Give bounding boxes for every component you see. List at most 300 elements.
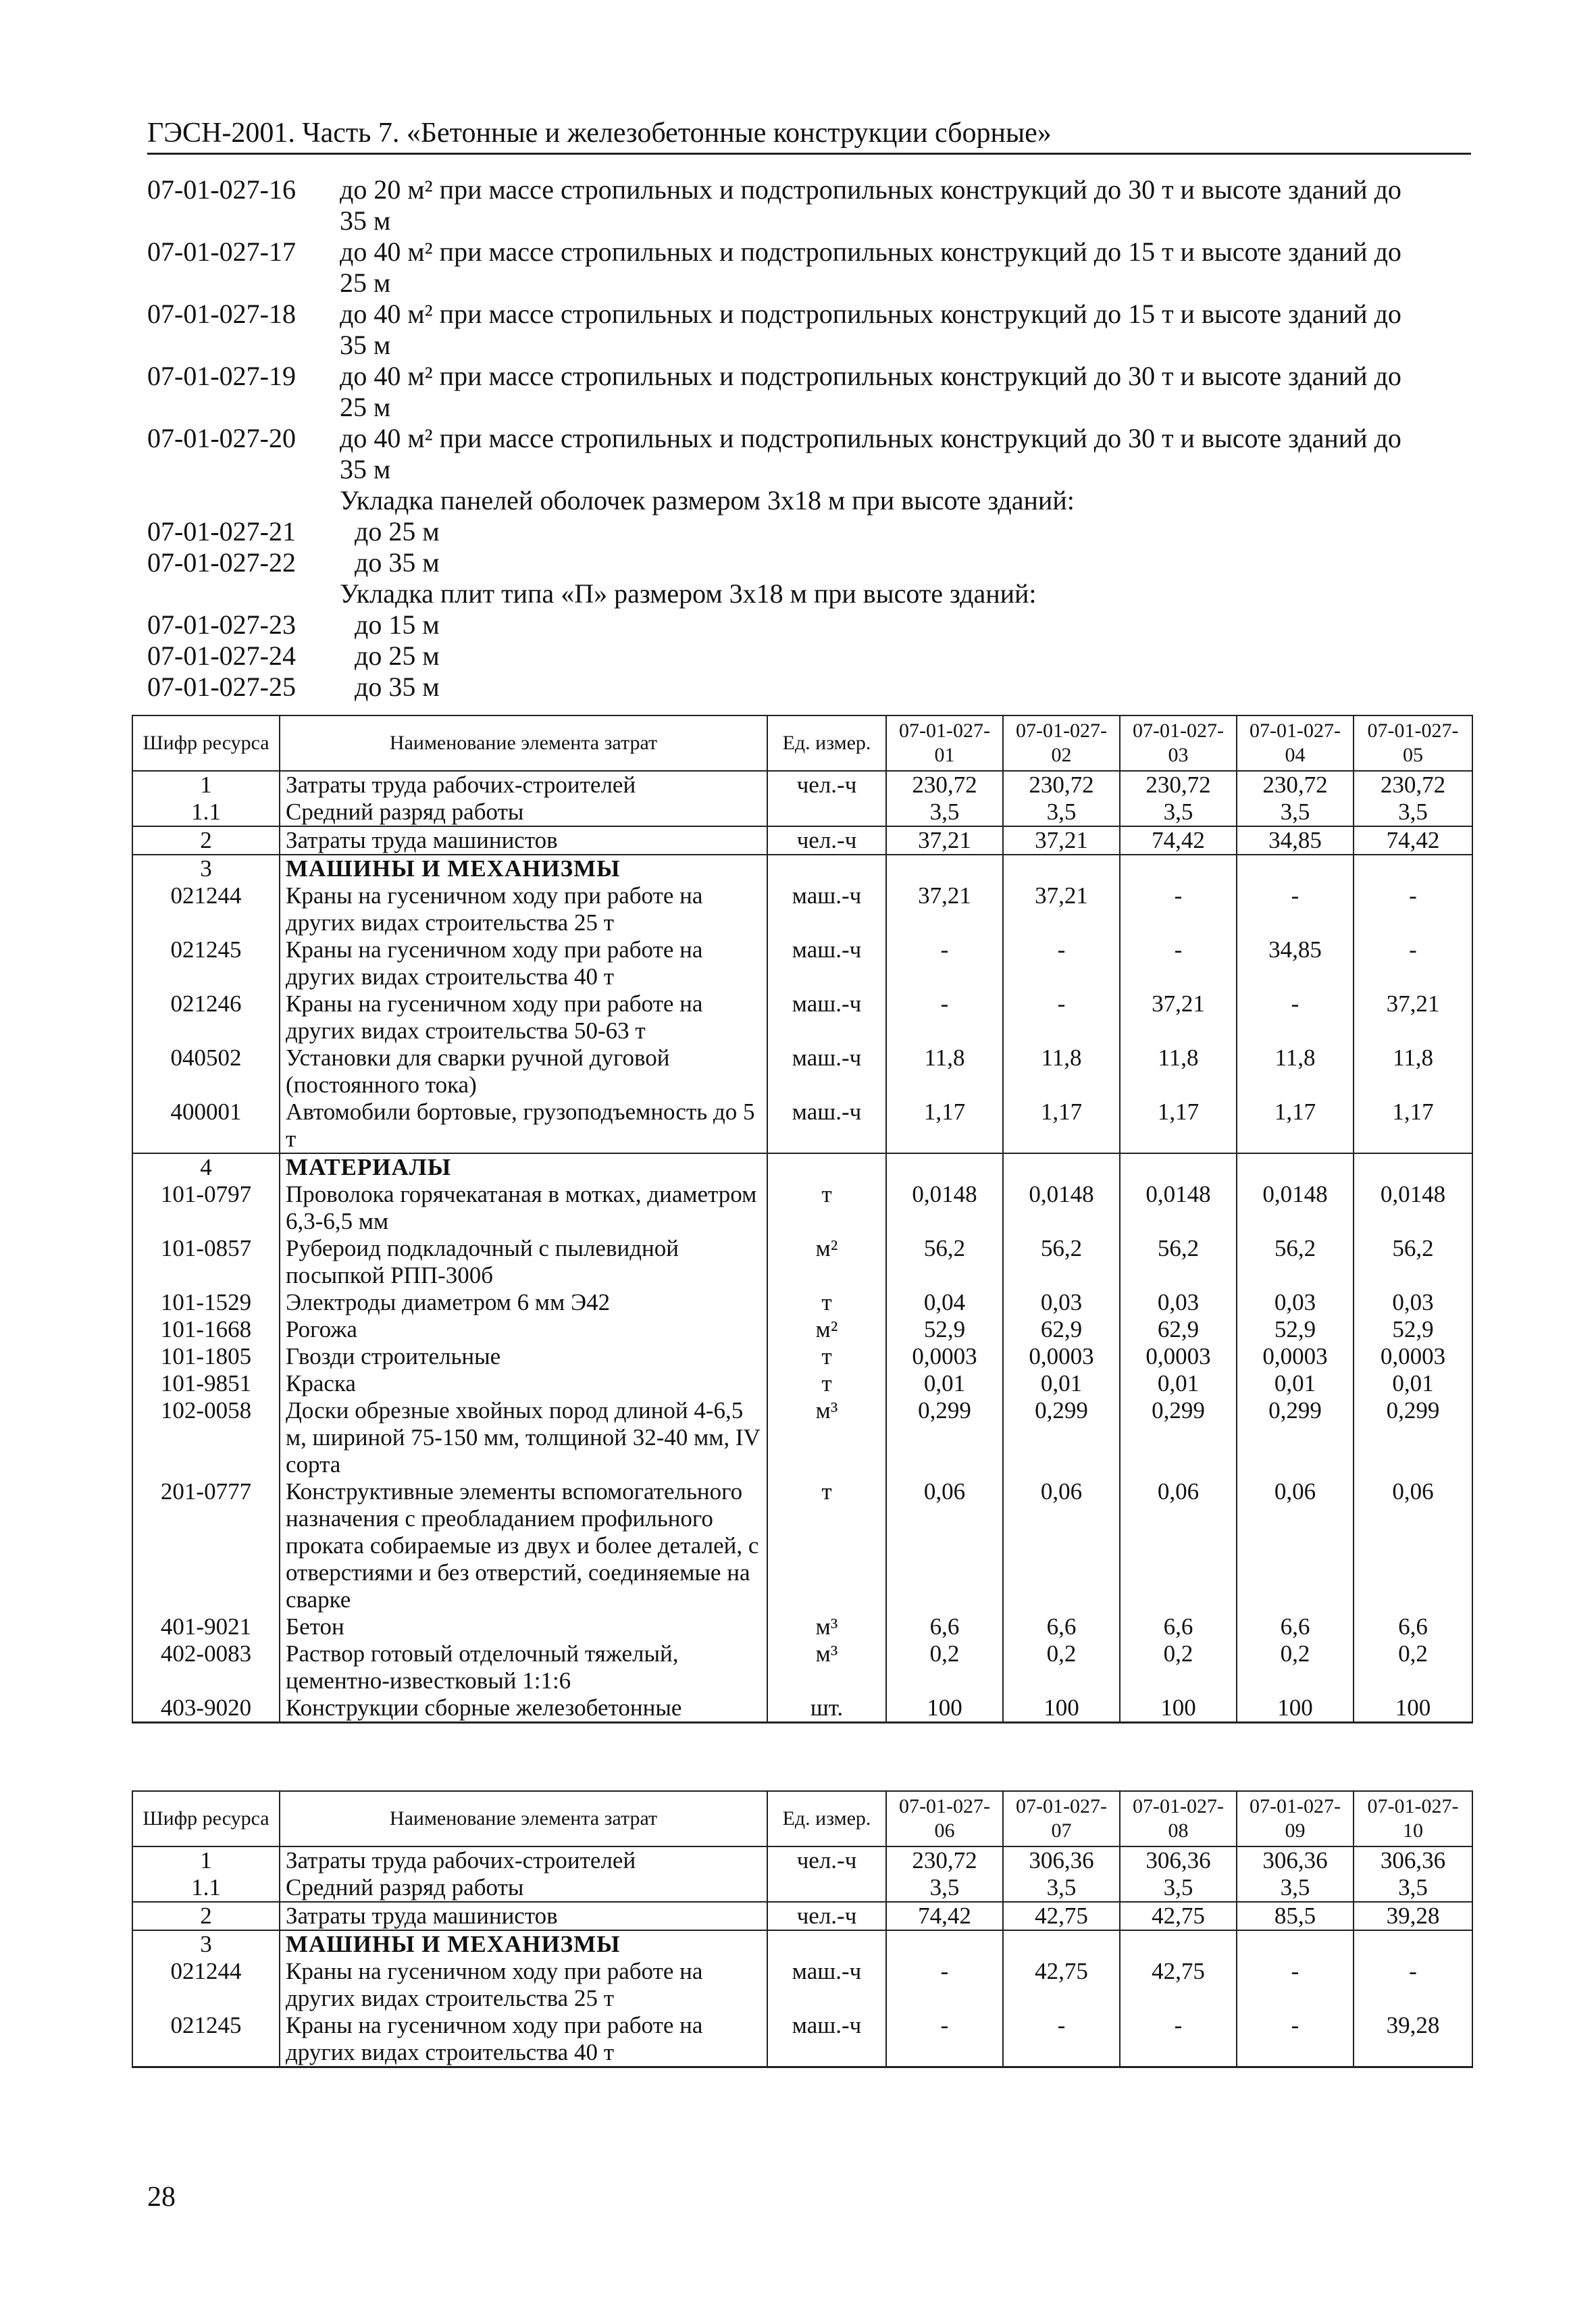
value-cell: 0,2 — [1120, 1640, 1237, 1694]
table-row — [132, 1397, 1472, 1478]
value-cell: 37,21 — [1003, 826, 1120, 855]
value-cell: 6,6 — [1003, 1613, 1120, 1640]
value-cell: 62,9 — [1003, 1316, 1120, 1343]
resource-code: 021245 — [132, 936, 280, 990]
unit: т — [767, 1370, 886, 1397]
value-cell: 3,5 — [1120, 1874, 1237, 1902]
work-item-text: до 35 м — [355, 547, 440, 578]
resource-name: Краны на гусеничном ходу при работе на других видах строительства 40 т — [280, 936, 767, 990]
work-item-continuation: 25 м — [340, 268, 391, 298]
work-item — [147, 423, 1471, 454]
value-cell: 0,2 — [1003, 1640, 1120, 1694]
value-cell: 0,03 — [1354, 1289, 1472, 1316]
resource-name: Затраты труда рабочих-строителей — [280, 771, 767, 799]
unit: маш.-ч — [767, 1045, 886, 1099]
value-cell — [1003, 855, 1120, 882]
table-row — [132, 2012, 1472, 2067]
resource-name: Бетон — [280, 1613, 767, 1640]
section-heading: Укладка плит типа «П» размером 3х18 м при высоте зданий: — [340, 578, 1037, 609]
value-cell: 3,5 — [1120, 799, 1237, 826]
value-cell: - — [1120, 882, 1237, 936]
value-cell: 3,5 — [1237, 799, 1354, 826]
work-item-continuation: 25 м — [340, 392, 391, 422]
value-cell: 52,9 — [1237, 1316, 1354, 1343]
value-cell: 3,5 — [1003, 799, 1120, 826]
work-item-continuation: 35 м — [340, 330, 391, 360]
col-header-norm: 07-01-027-03 — [1120, 715, 1237, 771]
value-cell — [1237, 1930, 1354, 1958]
table-row — [132, 1045, 1472, 1099]
col-header-norm: 07-01-027-10 — [1354, 1791, 1472, 1846]
work-item-code: 07-01-027-20 — [147, 423, 296, 453]
col-header-name: Наименование элемента затрат — [280, 1791, 767, 1846]
table-row — [132, 1153, 1472, 1181]
resource-code: 1 — [132, 1846, 280, 1874]
table-row — [132, 1289, 1472, 1316]
section-title: МАШИНЫ И МЕХАНИЗМЫ — [280, 1930, 767, 1958]
resource-name: Краны на гусеничном ходу при работе на других видах строительства 25 т — [280, 1958, 767, 2012]
value-cell — [1354, 1153, 1472, 1181]
resource-code: 400001 — [132, 1099, 280, 1153]
work-item-code: 07-01-027-24 — [147, 640, 296, 671]
work-item-code: 07-01-027-18 — [147, 299, 296, 329]
work-item-code: 07-01-027-17 — [147, 236, 296, 267]
table-row — [132, 855, 1472, 882]
value-cell: 42,75 — [1120, 1902, 1237, 1930]
unit: м² — [767, 1235, 886, 1289]
value-cell: 0,0148 — [1120, 1181, 1237, 1235]
value-cell: 1,17 — [1237, 1099, 1354, 1153]
value-cell: 0,2 — [1237, 1640, 1354, 1694]
value-cell: - — [1237, 1958, 1354, 2012]
unit — [767, 1874, 886, 1902]
table-row — [132, 771, 1472, 799]
value-cell: 0,299 — [1120, 1397, 1237, 1478]
resource-name: Затраты труда рабочих-строителей — [280, 1846, 767, 1874]
value-cell: 230,72 — [1354, 771, 1472, 799]
table-row — [132, 1958, 1472, 2012]
value-cell: 0,299 — [1237, 1397, 1354, 1478]
work-item — [147, 640, 1471, 672]
unit: маш.-ч — [767, 2012, 886, 2067]
value-cell: 0,04 — [886, 1289, 1003, 1316]
resource-name: Затраты труда машинистов — [280, 1902, 767, 1930]
value-cell: 85,5 — [1237, 1902, 1354, 1930]
value-cell — [1120, 1930, 1237, 1958]
value-cell: 52,9 — [1354, 1316, 1472, 1343]
unit: м³ — [767, 1613, 886, 1640]
work-item-code: 07-01-027-19 — [147, 361, 296, 391]
work-item-continuation: 35 м — [340, 205, 391, 236]
value-cell: 0,03 — [1237, 1289, 1354, 1316]
resource-code: 101-0797 — [132, 1181, 280, 1235]
value-cell: 0,299 — [1003, 1397, 1120, 1478]
resource-code: 040502 — [132, 1045, 280, 1099]
value-cell: 0,0148 — [886, 1181, 1003, 1235]
value-cell: - — [886, 990, 1003, 1045]
resource-code: 401-9021 — [132, 1613, 280, 1640]
work-item-code: 07-01-027-21 — [147, 516, 296, 547]
work-item — [147, 299, 1471, 330]
header-row — [132, 1791, 1472, 1846]
col-header-unit: Ед. измер. — [767, 715, 886, 771]
value-cell: - — [1003, 990, 1120, 1045]
unit: маш.-ч — [767, 936, 886, 990]
value-cell: 100 — [1003, 1694, 1120, 1723]
resource-name: Затраты труда машинистов — [280, 826, 767, 855]
value-cell: 0,2 — [886, 1640, 1003, 1694]
section-heading: Укладка панелей оболочек размером 3х18 м при высоте зданий: — [340, 485, 1075, 515]
resource-name: Рогожа — [280, 1316, 767, 1343]
resource-table-2 — [132, 1790, 1473, 2068]
col-header-norm: 07-01-027-05 — [1354, 715, 1472, 771]
resource-name: Краны на гусеничном ходу при работе на других видах строительства 40 т — [280, 2012, 767, 2067]
value-cell: 3,5 — [1237, 1874, 1354, 1902]
value-cell: 56,2 — [1120, 1235, 1237, 1289]
section-title: МАТЕРИАЛЫ — [280, 1153, 767, 1181]
value-cell: 0,06 — [1237, 1478, 1354, 1613]
value-cell: 306,36 — [1003, 1846, 1120, 1874]
unit: т — [767, 1478, 886, 1613]
resource-name: Установки для сварки ручной дуговой (постоянного тока) — [280, 1045, 767, 1099]
value-cell — [886, 855, 1003, 882]
value-cell: 230,72 — [1237, 771, 1354, 799]
value-cell — [1237, 855, 1354, 882]
resource-code: 3 — [132, 1930, 280, 1958]
value-cell: 3,5 — [1003, 1874, 1120, 1902]
page-number: 28 — [147, 2182, 176, 2213]
value-cell — [1120, 855, 1237, 882]
value-cell: 6,6 — [1120, 1613, 1237, 1640]
resource-name: Электроды диаметром 6 мм Э42 — [280, 1289, 767, 1316]
value-cell: 37,21 — [886, 826, 1003, 855]
work-item-text: до 15 м — [355, 609, 440, 640]
resource-code: 1.1 — [132, 799, 280, 826]
value-cell: 1,17 — [1354, 1099, 1472, 1153]
table-row — [132, 1694, 1472, 1723]
value-cell: 230,72 — [886, 1846, 1003, 1874]
value-cell: 0,01 — [1120, 1370, 1237, 1397]
value-cell: 0,06 — [1120, 1478, 1237, 1613]
value-cell: 0,01 — [1354, 1370, 1472, 1397]
resource-name: Рубероид подкладочный с пылевидной посыпкой РПП-300б — [280, 1235, 767, 1289]
unit: т — [767, 1343, 886, 1370]
resource-code: 4 — [132, 1153, 280, 1181]
value-cell: 56,2 — [1354, 1235, 1472, 1289]
resource-code: 101-0857 — [132, 1235, 280, 1289]
value-cell: 230,72 — [886, 771, 1003, 799]
work-item-text: до 40 м² при массе стропильных и подстропильных конструкций до 30 т и высоте зданий до — [340, 423, 1401, 453]
value-cell: 0,0003 — [1120, 1343, 1237, 1370]
resource-name: Краска — [280, 1370, 767, 1397]
value-cell — [1003, 1153, 1120, 1181]
table-row — [132, 882, 1472, 936]
resource-code: 3 — [132, 855, 280, 882]
value-cell: 11,8 — [1354, 1045, 1472, 1099]
resource-name: Краны на гусеничном ходу при работе на других видах строительства 25 т — [280, 882, 767, 936]
unit: маш.-ч — [767, 1099, 886, 1153]
value-cell: 11,8 — [1237, 1045, 1354, 1099]
unit: т — [767, 1289, 886, 1316]
value-cell: 52,9 — [886, 1316, 1003, 1343]
resource-name: Конструктивные элементы вспомогательного назначения с преобладанием профильного проката собираемые из двух и более деталей, с отверстиями и без отверстий, соединяемые на сварке — [280, 1478, 767, 1613]
value-cell: - — [1120, 2012, 1237, 2067]
resource-name: Проволока горячекатаная в мотках, диаметром 6,3-6,5 мм — [280, 1181, 767, 1235]
value-cell: 0,0003 — [886, 1343, 1003, 1370]
resource-name: Доски обрезные хвойных пород длиной 4-6,5 м, шириной 75-150 мм, толщиной 32-40 мм, IV сорта — [280, 1397, 767, 1478]
resource-name: Гвозди строительные — [280, 1343, 767, 1370]
resource-code: 102-0058 — [132, 1397, 280, 1478]
value-cell: 11,8 — [1003, 1045, 1120, 1099]
unit: чел.-ч — [767, 826, 886, 855]
value-cell: - — [886, 1958, 1003, 2012]
value-cell: - — [1354, 1958, 1472, 2012]
table-row — [132, 1370, 1472, 1397]
value-cell: 0,0148 — [1003, 1181, 1120, 1235]
value-cell — [1237, 1153, 1354, 1181]
value-cell: 11,8 — [886, 1045, 1003, 1099]
unit: шт. — [767, 1694, 886, 1723]
value-cell: 0,0003 — [1003, 1343, 1120, 1370]
resource-code: 201-0777 — [132, 1478, 280, 1613]
value-cell: 37,21 — [1120, 990, 1237, 1045]
table-row — [132, 1874, 1472, 1902]
value-cell: 0,0003 — [1237, 1343, 1354, 1370]
unit: т — [767, 1181, 886, 1235]
value-cell: 100 — [1354, 1694, 1472, 1723]
value-cell: 34,85 — [1237, 826, 1354, 855]
table-row — [132, 1902, 1472, 1930]
value-cell: 0,03 — [1003, 1289, 1120, 1316]
unit: м³ — [767, 1640, 886, 1694]
value-cell: 56,2 — [1237, 1235, 1354, 1289]
table-row — [132, 1930, 1472, 1958]
value-cell: - — [1003, 2012, 1120, 2067]
resource-table-1 — [132, 715, 1473, 1724]
work-item — [147, 236, 1471, 268]
value-cell: 230,72 — [1120, 771, 1237, 799]
work-item-text: до 25 м — [355, 640, 440, 671]
value-cell: 1,17 — [1003, 1099, 1120, 1153]
col-header-norm: 07-01-027-01 — [886, 715, 1003, 771]
value-cell: - — [1003, 936, 1120, 990]
value-cell: 306,36 — [1120, 1846, 1237, 1874]
col-header-code: Шифр ресурса — [132, 1791, 280, 1846]
table-row — [132, 1640, 1472, 1694]
value-cell: 6,6 — [1354, 1613, 1472, 1640]
unit: м² — [767, 1316, 886, 1343]
work-item — [147, 672, 1471, 703]
resource-name: Конструкции сборные железобетонные — [280, 1694, 767, 1723]
value-cell — [1120, 1153, 1237, 1181]
unit: чел.-ч — [767, 771, 886, 799]
value-cell: 56,2 — [1003, 1235, 1120, 1289]
unit: м³ — [767, 1397, 886, 1478]
resource-code: 021244 — [132, 882, 280, 936]
value-cell: - — [1237, 2012, 1354, 2067]
resource-name: Раствор готовый отделочный тяжелый, цементно-известковый 1:1:6 — [280, 1640, 767, 1694]
value-cell: 39,28 — [1354, 1902, 1472, 1930]
value-cell: 37,21 — [886, 882, 1003, 936]
running-header: ГЭСН-2001. Часть 7. «Бетонные и железобетонные конструкции сборные» — [147, 116, 1471, 155]
resource-code: 021244 — [132, 1958, 280, 2012]
value-cell: 42,75 — [1003, 1958, 1120, 2012]
value-cell: 0,06 — [1003, 1478, 1120, 1613]
work-item-code: 07-01-027-25 — [147, 672, 296, 702]
unit — [767, 1930, 886, 1958]
work-item-text: до 40 м² при массе стропильных и подстропильных конструкций до 15 т и высоте зданий до — [340, 299, 1401, 329]
col-header-code: Шифр ресурса — [132, 715, 280, 771]
value-cell: 0,06 — [886, 1478, 1003, 1613]
unit: маш.-ч — [767, 990, 886, 1045]
unit — [767, 799, 886, 826]
work-item-text: до 20 м² при массе стропильных и подстропильных конструкций до 30 т и высоте зданий до — [340, 174, 1401, 205]
value-cell: 0,01 — [886, 1370, 1003, 1397]
col-header-norm: 07-01-027-07 — [1003, 1791, 1120, 1846]
col-header-norm: 07-01-027-06 — [886, 1791, 1003, 1846]
value-cell: 37,21 — [1354, 990, 1472, 1045]
work-item-code: 07-01-027-16 — [147, 174, 296, 205]
col-header-name: Наименование элемента затрат — [280, 715, 767, 771]
value-cell — [1354, 1930, 1472, 1958]
value-cell: 306,36 — [1237, 1846, 1354, 1874]
unit: маш.-ч — [767, 1958, 886, 2012]
value-cell: 0,299 — [1354, 1397, 1472, 1478]
value-cell: 6,6 — [886, 1613, 1003, 1640]
work-item-code: 07-01-027-22 — [147, 547, 296, 578]
table-row — [132, 826, 1472, 855]
section-title: МАШИНЫ И МЕХАНИЗМЫ — [280, 855, 767, 882]
value-cell: 74,42 — [1120, 826, 1237, 855]
col-header-norm: 07-01-027-04 — [1237, 715, 1354, 771]
table-row — [132, 1613, 1472, 1640]
table-row — [132, 936, 1472, 990]
value-cell: 3,5 — [886, 799, 1003, 826]
unit — [767, 1153, 886, 1181]
work-item-text: до 40 м² при массе стропильных и подстропильных конструкций до 30 т и высоте зданий до — [340, 361, 1401, 391]
table-row — [132, 1316, 1472, 1343]
work-item — [147, 547, 1471, 578]
unit: чел.-ч — [767, 1846, 886, 1874]
work-item-text: до 25 м — [355, 516, 440, 547]
table-row — [132, 1099, 1472, 1153]
value-cell: 306,36 — [1354, 1846, 1472, 1874]
col-header-norm: 07-01-027-08 — [1120, 1791, 1237, 1846]
value-cell: - — [886, 2012, 1003, 2067]
resource-name: Средний разряд работы — [280, 1874, 767, 1902]
value-cell: 0,0003 — [1354, 1343, 1472, 1370]
value-cell: 62,9 — [1120, 1316, 1237, 1343]
col-header-norm: 07-01-027-09 — [1237, 1791, 1354, 1846]
resource-code: 2 — [132, 1902, 280, 1930]
resource-code: 021246 — [132, 990, 280, 1045]
work-item-text: до 35 м — [355, 672, 440, 702]
value-cell: 100 — [1237, 1694, 1354, 1723]
value-cell: 230,72 — [1003, 771, 1120, 799]
table-row — [132, 1343, 1472, 1370]
resource-code: 101-9851 — [132, 1370, 280, 1397]
col-header-unit: Ед. измер. — [767, 1791, 886, 1846]
work-item — [147, 609, 1471, 640]
value-cell: 0,03 — [1120, 1289, 1237, 1316]
value-cell: 100 — [886, 1694, 1003, 1723]
work-items-list — [147, 174, 1471, 703]
value-cell: 0,2 — [1354, 1640, 1472, 1694]
value-cell: 1,17 — [886, 1099, 1003, 1153]
unit: чел.-ч — [767, 1902, 886, 1930]
table-row — [132, 1478, 1472, 1613]
value-cell: 11,8 — [1120, 1045, 1237, 1099]
resource-code: 402-0083 — [132, 1640, 280, 1694]
resource-code: 101-1668 — [132, 1316, 280, 1343]
table-row — [132, 1846, 1472, 1874]
value-cell: 100 — [1120, 1694, 1237, 1723]
work-item — [147, 361, 1471, 392]
value-cell: - — [1237, 882, 1354, 936]
resource-name: Краны на гусеничном ходу при работе на других видах строительства 50-63 т — [280, 990, 767, 1045]
value-cell: - — [886, 936, 1003, 990]
value-cell: 1,17 — [1120, 1099, 1237, 1153]
unit: маш.-ч — [767, 882, 886, 936]
value-cell: 39,28 — [1354, 2012, 1472, 2067]
value-cell: 42,75 — [1003, 1902, 1120, 1930]
value-cell: 6,6 — [1237, 1613, 1354, 1640]
value-cell — [886, 1930, 1003, 1958]
value-cell: 34,85 — [1237, 936, 1354, 990]
resource-name: Средний разряд работы — [280, 799, 767, 826]
value-cell: 0,01 — [1003, 1370, 1120, 1397]
header-row — [132, 715, 1472, 771]
resource-code: 2 — [132, 826, 280, 855]
value-cell: 74,42 — [886, 1902, 1003, 1930]
unit — [767, 855, 886, 882]
value-cell: 74,42 — [1354, 826, 1472, 855]
value-cell — [1003, 1930, 1120, 1958]
resource-code: 403-9020 — [132, 1694, 280, 1723]
value-cell: 0,0148 — [1237, 1181, 1354, 1235]
value-cell: - — [1354, 936, 1472, 990]
value-cell: 3,5 — [1354, 1874, 1472, 1902]
value-cell: 0,299 — [886, 1397, 1003, 1478]
table-row — [132, 1181, 1472, 1235]
work-item — [147, 516, 1471, 547]
value-cell: 37,21 — [1003, 882, 1120, 936]
table-row — [132, 990, 1472, 1045]
col-header-norm: 07-01-027-02 — [1003, 715, 1120, 771]
work-item — [147, 174, 1471, 205]
value-cell — [886, 1153, 1003, 1181]
resource-code: 021245 — [132, 2012, 280, 2067]
work-item-text: до 40 м² при массе стропильных и подстропильных конструкций до 15 т и высоте зданий до — [340, 236, 1401, 267]
value-cell: 42,75 — [1120, 1958, 1237, 2012]
value-cell: - — [1354, 882, 1472, 936]
resource-code: 1.1 — [132, 1874, 280, 1902]
resource-code: 101-1805 — [132, 1343, 280, 1370]
value-cell — [1354, 855, 1472, 882]
value-cell: 0,0148 — [1354, 1181, 1472, 1235]
value-cell: 3,5 — [1354, 799, 1472, 826]
table-row — [132, 799, 1472, 826]
value-cell: 3,5 — [886, 1874, 1003, 1902]
work-item-continuation: 35 м — [340, 454, 391, 484]
resource-code: 1 — [132, 771, 280, 799]
table-row — [132, 1235, 1472, 1289]
value-cell: 56,2 — [886, 1235, 1003, 1289]
value-cell: - — [1237, 990, 1354, 1045]
work-item-code: 07-01-027-23 — [147, 609, 296, 640]
value-cell: - — [1120, 936, 1237, 990]
resource-name: Автомобили бортовые, грузоподъемность до 5 т — [280, 1099, 767, 1153]
